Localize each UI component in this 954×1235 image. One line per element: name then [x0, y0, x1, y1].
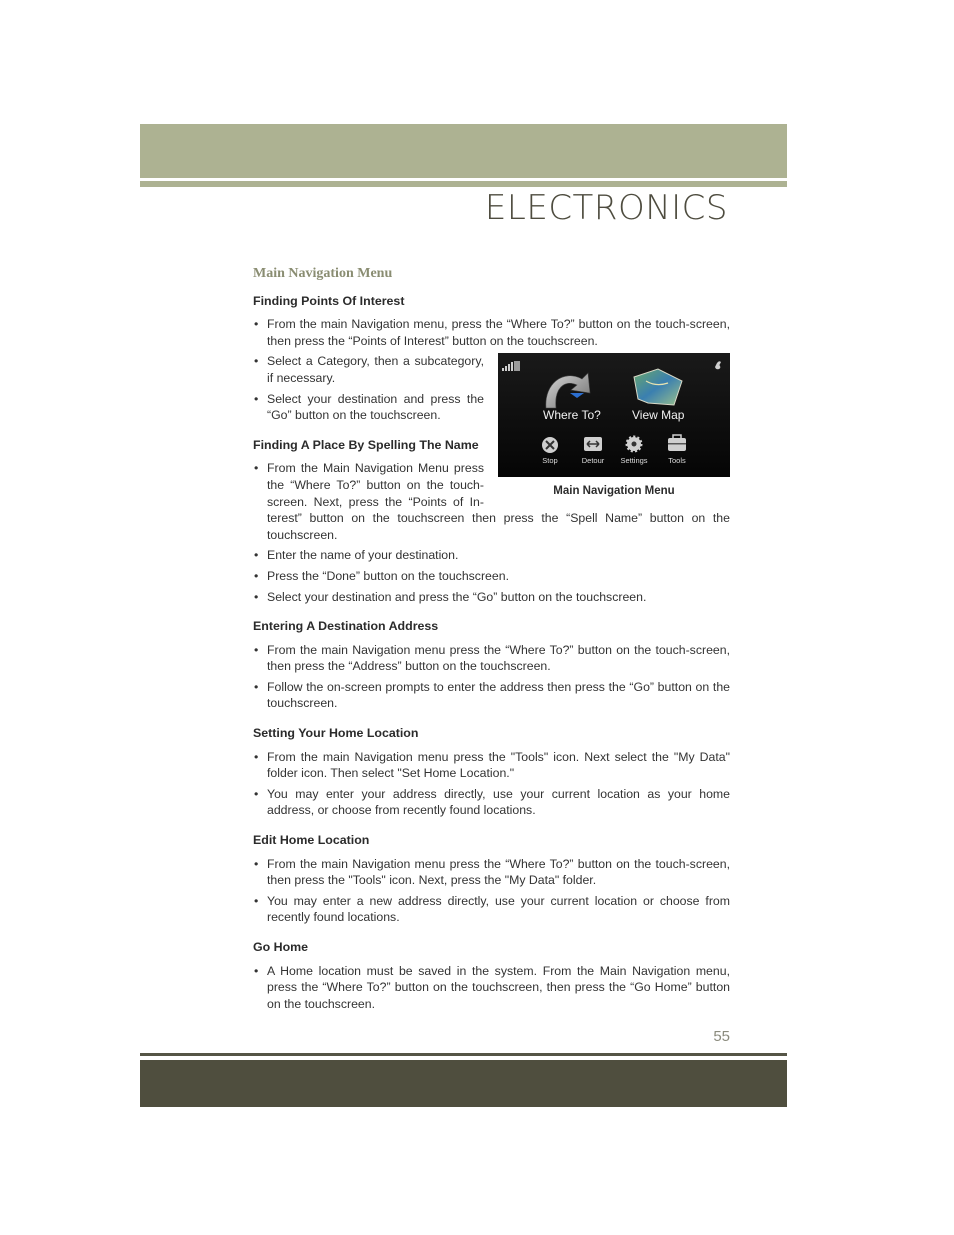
subsection-title: Main Navigation Menu [253, 266, 393, 281]
list-item: • Select your destination and press the “Go” button on the touchscreen. [253, 391, 730, 424]
figure-caption: Main Navigation Menu [553, 485, 675, 498]
list-item: • Select a Category, then a subcategory, if necessary. [253, 353, 730, 386]
list-home-location [253, 749, 730, 819]
stop-icon [542, 437, 558, 453]
settings-label: Settings [620, 456, 648, 466]
list-item: • Follow the on-screen prompts to enter the address then press the “Go” button on the touchscreen. [253, 679, 730, 712]
stop-label: Stop [542, 456, 558, 466]
list-item: • Press the “Done” button on the touchscreen. [253, 568, 730, 585]
list-item: • You may enter your address directly, use your current location as your home address, or choose from recently found locations. [253, 786, 730, 819]
heading-home-location: Setting Your Home Location [253, 726, 419, 741]
detour-icon [584, 437, 602, 451]
header-band [140, 124, 787, 178]
list-item: • You may enter a new address directly, use your current location or choose from recently found locations. [253, 893, 730, 926]
list-item: • From the main Navigation menu, press the “Where To?” button on the touch-screen, then press the “Points of Interest” button on the touchscreen. [253, 316, 730, 349]
section-title: ELECTRONICS [484, 188, 728, 228]
list-go-home [253, 963, 730, 1013]
page-content [253, 266, 730, 1016]
heading-go-home: Go Home [253, 940, 309, 954]
list-item: • From the Main Navigation Menu press the “Where To?” button on the touch-screen. Next, press the “Points of In-terest” button on the touchscreen then press the “Spell Name” button on the touchscreen. [253, 460, 730, 543]
page-number: 55 [713, 1028, 730, 1045]
heading-points-of-interest: Finding Points Of Interest [253, 293, 405, 308]
list-edit-home [253, 856, 730, 926]
list-destination-address [253, 642, 730, 712]
detour-label: Detour [581, 456, 605, 466]
list-item: • From the main Navigation menu press the "Tools" icon. Next select the "My Data" folder icon. Then select "Set Home Location." [253, 749, 730, 782]
list-item: • From the main Navigation menu press the “Where To?” button on the touch-screen, then press the “Address” button on the touchscreen. [253, 642, 730, 675]
list-points-of-interest [253, 316, 730, 349]
tools-label: Tools [668, 456, 686, 466]
list-item: • Enter the name of your destination. [253, 547, 730, 564]
footer-band [140, 1060, 787, 1107]
heading-destination-address: Entering A Destination Address [253, 619, 439, 634]
list-item: • A Home location must be saved in the system. From the Main Navigation menu, press the “Where To?” button on the touchscreen, then press the “Go Home” button on the touchscreen. [253, 963, 730, 1013]
list-item: • From the main Navigation menu press the “Where To?” button on the touch-screen, then press the "Tools" icon. Next, press the "My Data" folder. [253, 856, 730, 889]
heading-spell-name: Finding A Place By Spelling The Name [253, 437, 479, 452]
list-spell-name [253, 460, 730, 605]
footer-rule [140, 1053, 787, 1056]
heading-edit-home: Edit Home Location [253, 833, 370, 848]
where-to-label: Where To? [543, 408, 601, 423]
view-map-label: View Map [632, 408, 685, 423]
settings-icon [627, 437, 641, 451]
list-item: • Select your destination and press the “Go” button on the touchscreen. [253, 589, 730, 606]
